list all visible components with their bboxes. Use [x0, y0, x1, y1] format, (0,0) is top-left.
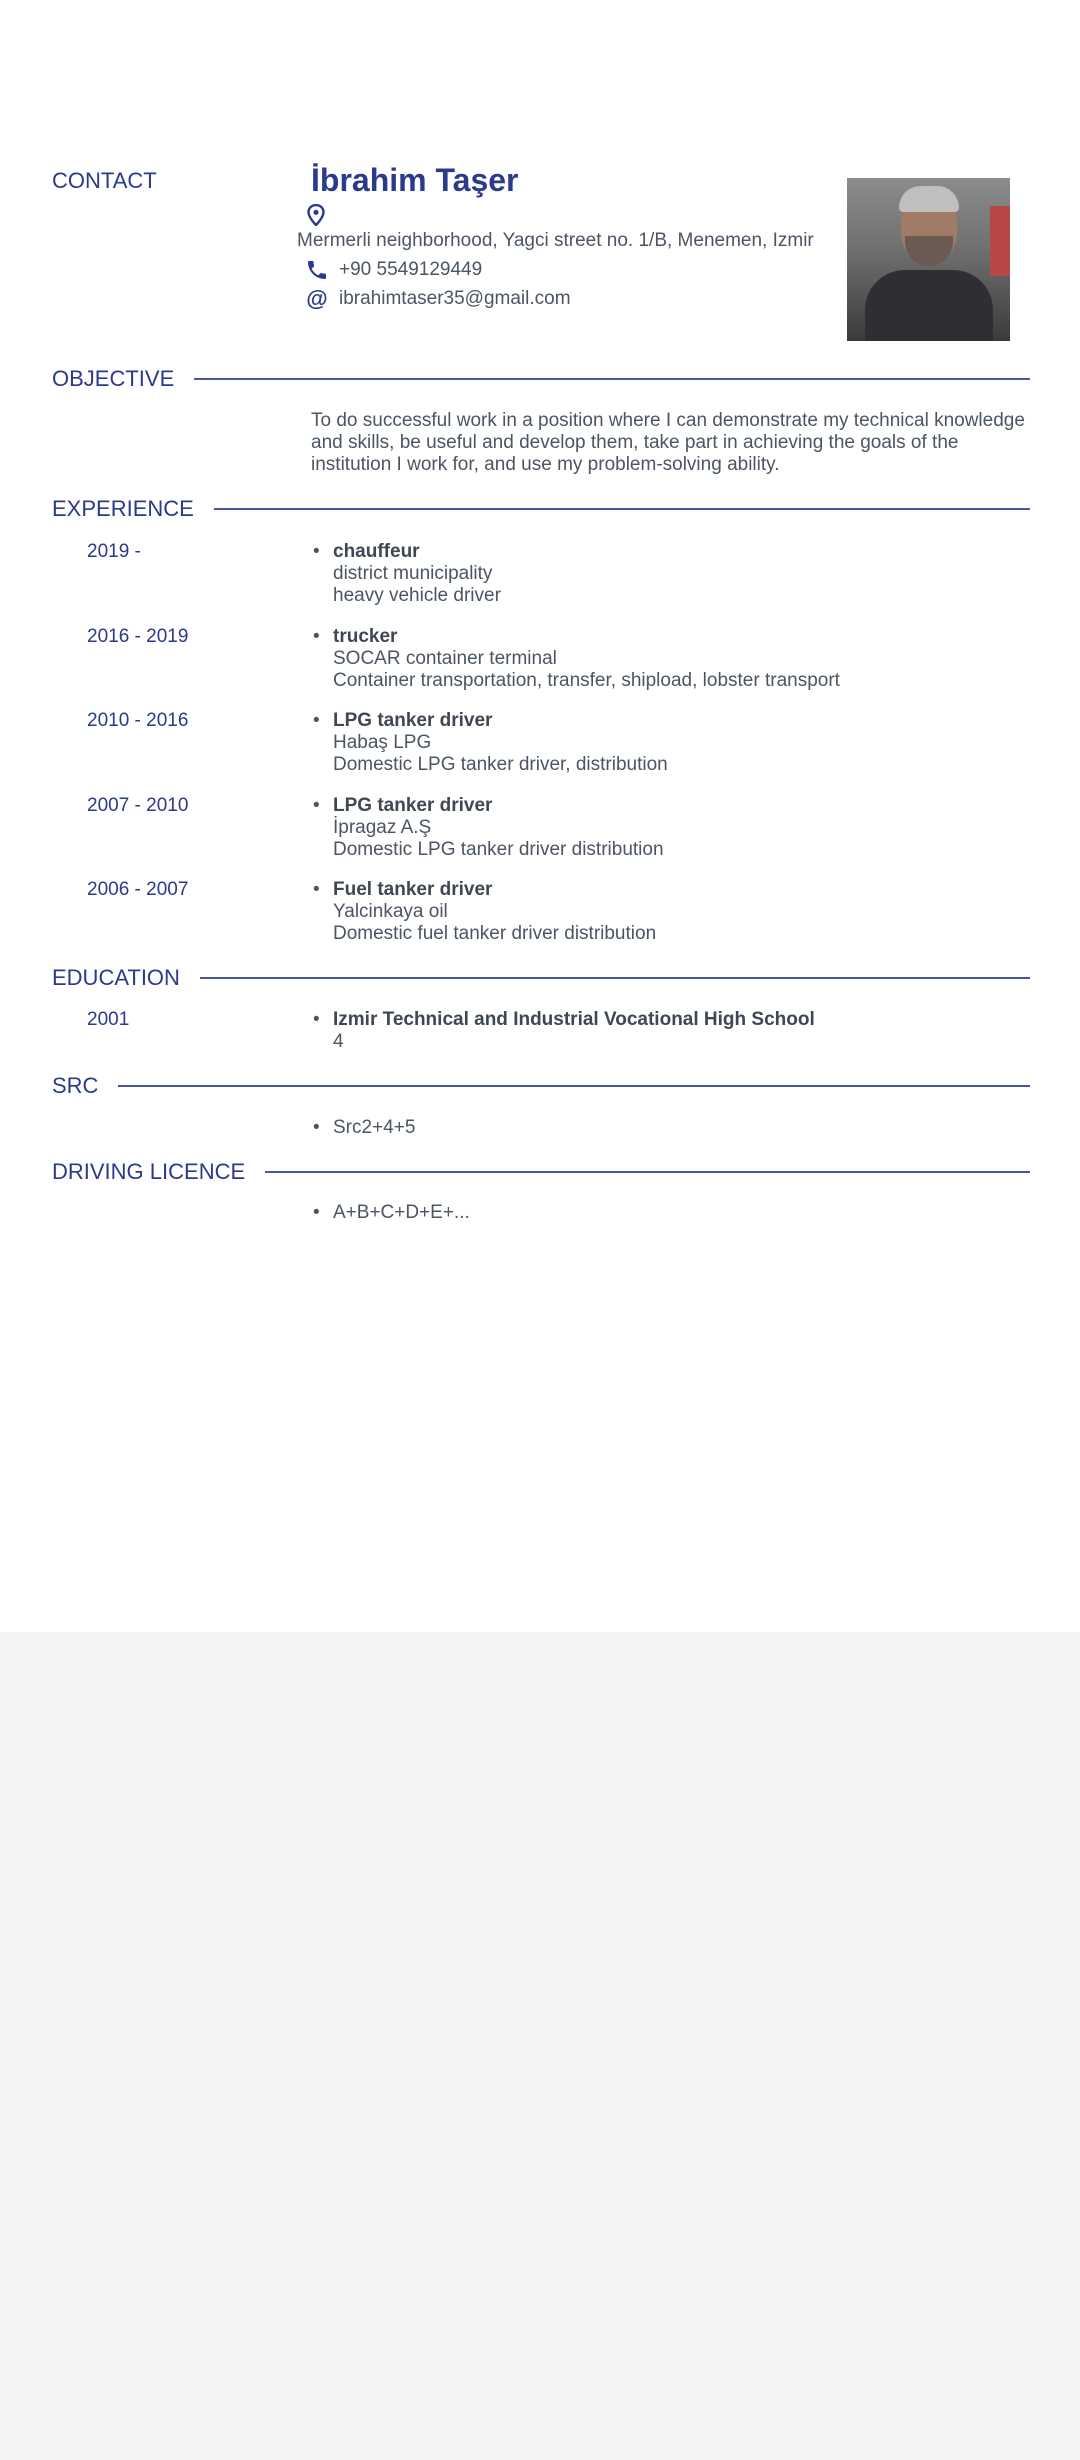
- bullet: •: [313, 795, 320, 816]
- education-detail: 4: [333, 1031, 344, 1052]
- section-divider: [214, 508, 1030, 510]
- objective-section-header: [52, 366, 1030, 392]
- section-divider: [194, 378, 1030, 380]
- experience-years: 2019 -: [87, 541, 141, 562]
- experience-years: 2007 - 2010: [87, 795, 189, 816]
- experience-role: LPG tanker driver: [333, 710, 493, 731]
- bullet: •: [313, 1202, 320, 1223]
- experience-years: 2016 - 2019: [87, 626, 189, 647]
- experience-company: Habaş LPG: [333, 732, 432, 753]
- experience-entry: [313, 626, 840, 692]
- experience-detail: Domestic LPG tanker driver distribution: [333, 839, 664, 860]
- bullet: •: [313, 879, 320, 900]
- experience-role: LPG tanker driver: [333, 795, 493, 816]
- driving-licence-heading: DRIVING LICENCE: [52, 1159, 246, 1184]
- experience-role: trucker: [333, 626, 398, 647]
- src-section-header: [52, 1073, 1030, 1099]
- experience-detail: heavy vehicle driver: [333, 585, 501, 606]
- education-section-header: [52, 965, 1030, 991]
- education-school: Izmir Technical and Industrial Vocational High School: [333, 1009, 815, 1030]
- experience-heading: EXPERIENCE: [52, 496, 194, 521]
- education-years: 2001: [87, 1009, 130, 1030]
- phone-number[interactable]: +90 5549129449: [339, 259, 483, 280]
- driving-licence-value: A+B+C+D+E+...: [333, 1202, 470, 1223]
- experience-entry: [313, 541, 501, 607]
- bullet: •: [313, 541, 320, 562]
- location-pin-icon: [307, 204, 325, 226]
- driving-licence-section-header: [52, 1159, 1030, 1185]
- phone-row: [305, 258, 482, 282]
- experience-years: 2010 - 2016: [87, 710, 189, 731]
- src-value: Src2+4+5: [333, 1117, 416, 1138]
- bullet: •: [313, 1009, 320, 1030]
- section-divider: [200, 977, 1030, 979]
- section-divider: [118, 1085, 1030, 1087]
- education-entry: [313, 1009, 815, 1053]
- src-entry: [313, 1117, 416, 1139]
- objective-heading: OBJECTIVE: [52, 366, 175, 391]
- experience-detail: Domestic LPG tanker driver, distribution: [333, 754, 668, 775]
- experience-detail: Container transportation, transfer, shipload, lobster transport: [333, 670, 840, 691]
- profile-photo: [847, 178, 1010, 341]
- address-text: Mermerli neighborhood, Yagci street no. 1/B, Menemen, Izmir: [297, 230, 814, 251]
- driving-licence-entry: [313, 1202, 470, 1224]
- experience-entry: [313, 795, 664, 861]
- candidate-name: İbrahim Taşer: [311, 162, 519, 198]
- bullet: •: [313, 710, 320, 731]
- src-heading: SRC: [52, 1073, 99, 1098]
- experience-company: district municipality: [333, 563, 493, 584]
- experience-entry: [313, 879, 657, 945]
- experience-entry: [313, 710, 668, 776]
- contact-heading: CONTACT: [52, 168, 157, 193]
- education-heading: EDUCATION: [52, 965, 180, 990]
- experience-role: chauffeur: [333, 541, 420, 562]
- objective-text: To do successful work in a position where I can demonstrate my technical knowledge and skills, be useful and develop them, take part in achieving the goals of the institution I work for, and use my problem-solving ability.: [311, 410, 1025, 475]
- experience-section-header: [52, 496, 1030, 522]
- experience-detail: Domestic fuel tanker driver distribution: [333, 923, 657, 944]
- at-icon: @: [306, 286, 328, 311]
- experience-company: SOCAR container terminal: [333, 648, 557, 669]
- experience-years: 2006 - 2007: [87, 879, 189, 900]
- bullet: •: [313, 1117, 320, 1138]
- email-row: [305, 287, 571, 311]
- section-divider: [265, 1171, 1030, 1173]
- experience-company: İpragaz A.Ş: [333, 817, 432, 838]
- experience-role: Fuel tanker driver: [333, 879, 493, 900]
- bullet: •: [313, 626, 320, 647]
- phone-icon: [305, 258, 329, 282]
- email-address[interactable]: ibrahimtaser35@gmail.com: [339, 288, 571, 309]
- experience-company: Yalcinkaya oil: [333, 901, 448, 922]
